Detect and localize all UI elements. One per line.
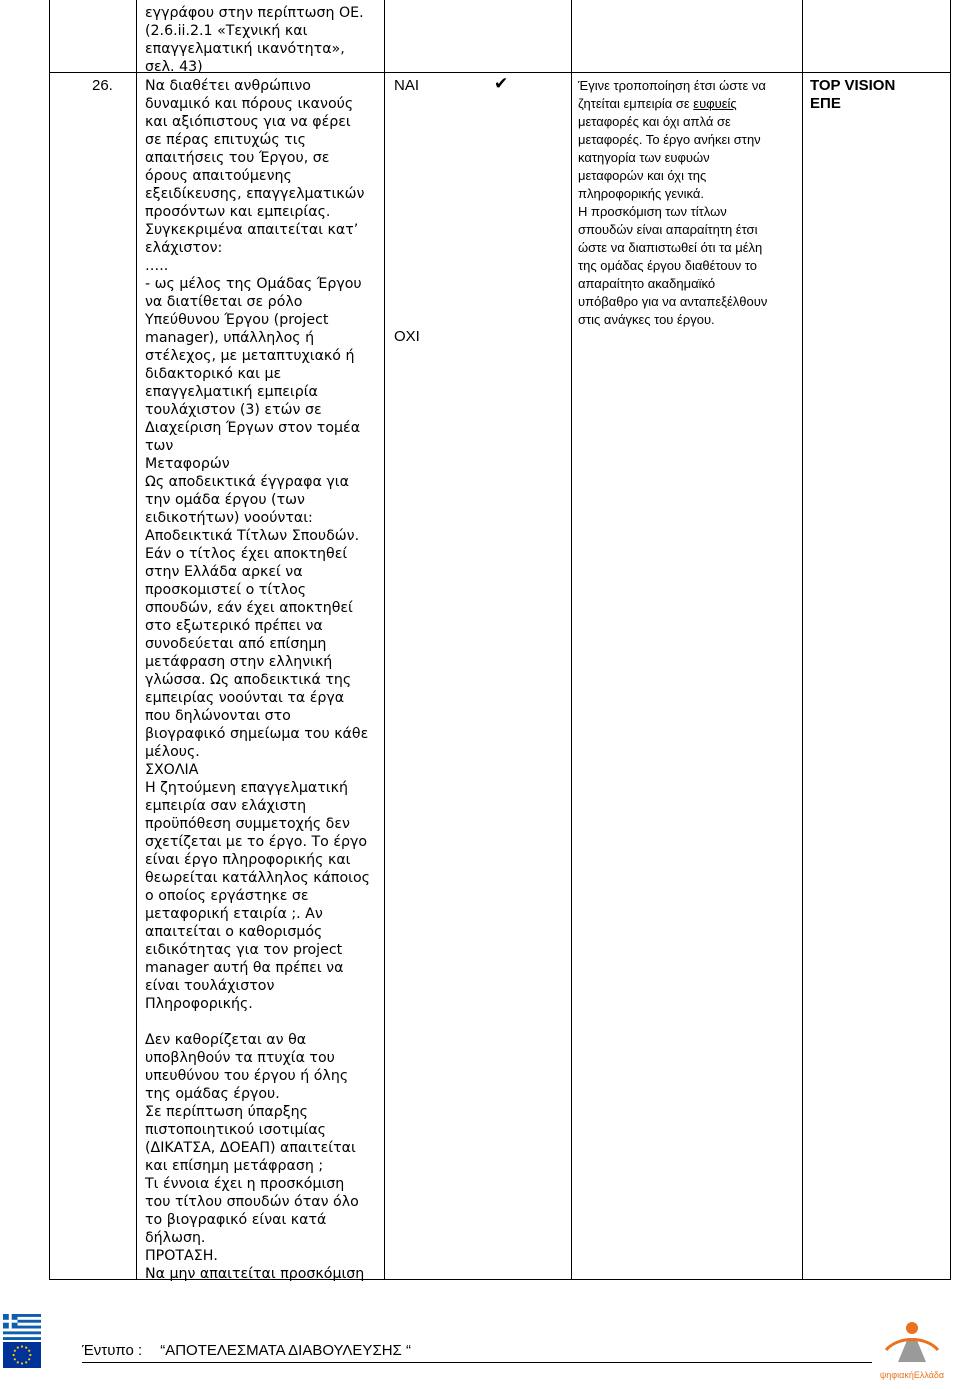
prev-row-requirement: [145, 4, 380, 76]
eu-flag-icon: [3, 1342, 41, 1368]
footer-form-title: [82, 1342, 411, 1359]
requirement-cell: [145, 77, 380, 1283]
form-label: Έντυπο :: [82, 1342, 143, 1359]
requirement-text: Να διαθέτει ανθρώπινο δυναμικό και πόρους ικανούς και αξιόπιστους για να φέρει σε πέρας επιτυχώς τις απαιτήσεις του Έργου, σε όρους απαιτούμενης εξειδίκευσης, επαγγελματικών προσόντων και εμπειρίας. Συγκεκριμένα απαιτείται κατ’ ελάχιστον: ….. - ως μέλος της Ομάδας Έργου να διατίθεται σε ρόλο Υπεύθυνου Έργου (project manager), υπάλληλος ή στέλεχος, με μεταπτυχιακό ή διδακτορικό και με επαγγελματική εμπειρία τουλάχιστον (3) ετών σε Διαχείριση Έργων στον τομέα των Μεταφορών Ως αποδεικτικά έγγραφα για την ομάδα έργου (των ειδικοτήτων) νοούνται: Αποδεικτικά Τίτλων Σπουδών. Εάν ο τίτλος έχει αποκτηθεί στην Ελλάδα αρκεί να προσκομιστεί ο τίτλος σπουδών, εάν έχει αποκτηθεί στο εξωτερικό πρέπει να συνοδεύεται από επίσημη μετάφραση στην ελληνική γλώσσα. Ως αποδεικτικά της εμπειρίας νοούνται τα έργα που δηλώνονται στο βιογραφικό σημείωμα του κάθε μέλους. ΣΧΟΛΙΑ Η ζητούμενη επαγγελματική εμπειρία σαν ελάχιστη προϋπόθεση συμμετοχής δεν σχετίζεται με το έργο. Το έργο είναι έργο πληροφορικής και θεωρείται κατάλληλος κάποιος ο οποίος εργάστηκε σε μεταφορική εταιρία ;. Αν απαιτείται ο καθορισμός ειδικότητας για τον project manager αυτή θα πρέπει να είναι τουλάχιστον Πληροφορικής.: [145, 78, 370, 1012]
table-right-border: [950, 0, 951, 1279]
footer-rule: [82, 1362, 872, 1363]
table-col-divider-1: [136, 0, 137, 1279]
checkmark-icon: ✔: [494, 74, 509, 94]
response-cell: [578, 77, 800, 329]
response-line-2-text: ζητείται εμπειρία σε: [578, 96, 694, 111]
table-left-border: [49, 0, 50, 1279]
table-col-divider-4: [802, 0, 803, 1279]
response-line-2: [578, 95, 800, 113]
greek-flag-icon: [3, 1314, 41, 1340]
logo-figure-icon: [868, 1320, 956, 1366]
logo-text: ψηφιακήΕλλάδα: [879, 1370, 945, 1380]
yes-label: ΝΑΙ: [394, 77, 420, 94]
table-col-divider-2: [384, 0, 385, 1279]
table-col-divider-3: [571, 0, 572, 1279]
greek-flag: [3, 1314, 41, 1340]
form-title: “ΑΠΟΤΕΛΕΣΜΑΤΑ ΔΙΑΒΟΥΛΕΥΣΗΣ “: [160, 1342, 411, 1359]
organization-name: TOP VISION ΕΠΕ: [810, 77, 896, 112]
response-rest: μεταφορές και όχι απλά σε μεταφορές. Το έργο ανήκει στην κατηγορία των ευφυών μεταφορών και όχι της πληροφορικής γενικά. Η προσκόμιση των τίτλων σπουδών είναι απαραίτητη έτσι ώστε να διαπιστωθεί ότι τα μέλη της ομάδας έργου διαθέτουν το απαραίτητο ακαδημαϊκό υπόβαθρο για να ανταπεξέλθουν στις ανάγκες του έργου.: [578, 114, 768, 327]
response-line-1: Έγινε τροποποίηση έτσι ώστε να: [578, 78, 766, 93]
eu-flag: [3, 1342, 41, 1368]
response-underlined-word: ευφυείς: [693, 96, 737, 111]
row-number: 26.: [92, 77, 113, 94]
digital-greece-logo: [868, 1320, 956, 1380]
requirement-text-comments: Δεν καθορίζεται αν θα υποβληθούν τα πτυχία του υπευθύνου του έργου ή όλης της ομάδας έργου. Σε περίπτωση ύπαρξης πιστοποιητικού ισοτιμίας (ΔΙΚΑΤΣΑ, ΔΟΕΑΠ) απαιτείται και επίσημη μετάφραση ; Τι έννοια έχει η προσκόμιση του τίτλου σπουδών όταν όλο το βιογραφικό είναι κατά δήλωση. ΠΡΟΤΑΣΗ. Να μην απαιτείται προσκόμιση: [145, 1032, 365, 1282]
no-label: ΟΧΙ: [394, 328, 420, 345]
prev-row-text: εγγράφου στην περίπτωση ΟΕ. (2.6.ii.2.1 «Τεχνική και επαγγελματική ικανότητα», σελ. 43): [145, 5, 364, 75]
